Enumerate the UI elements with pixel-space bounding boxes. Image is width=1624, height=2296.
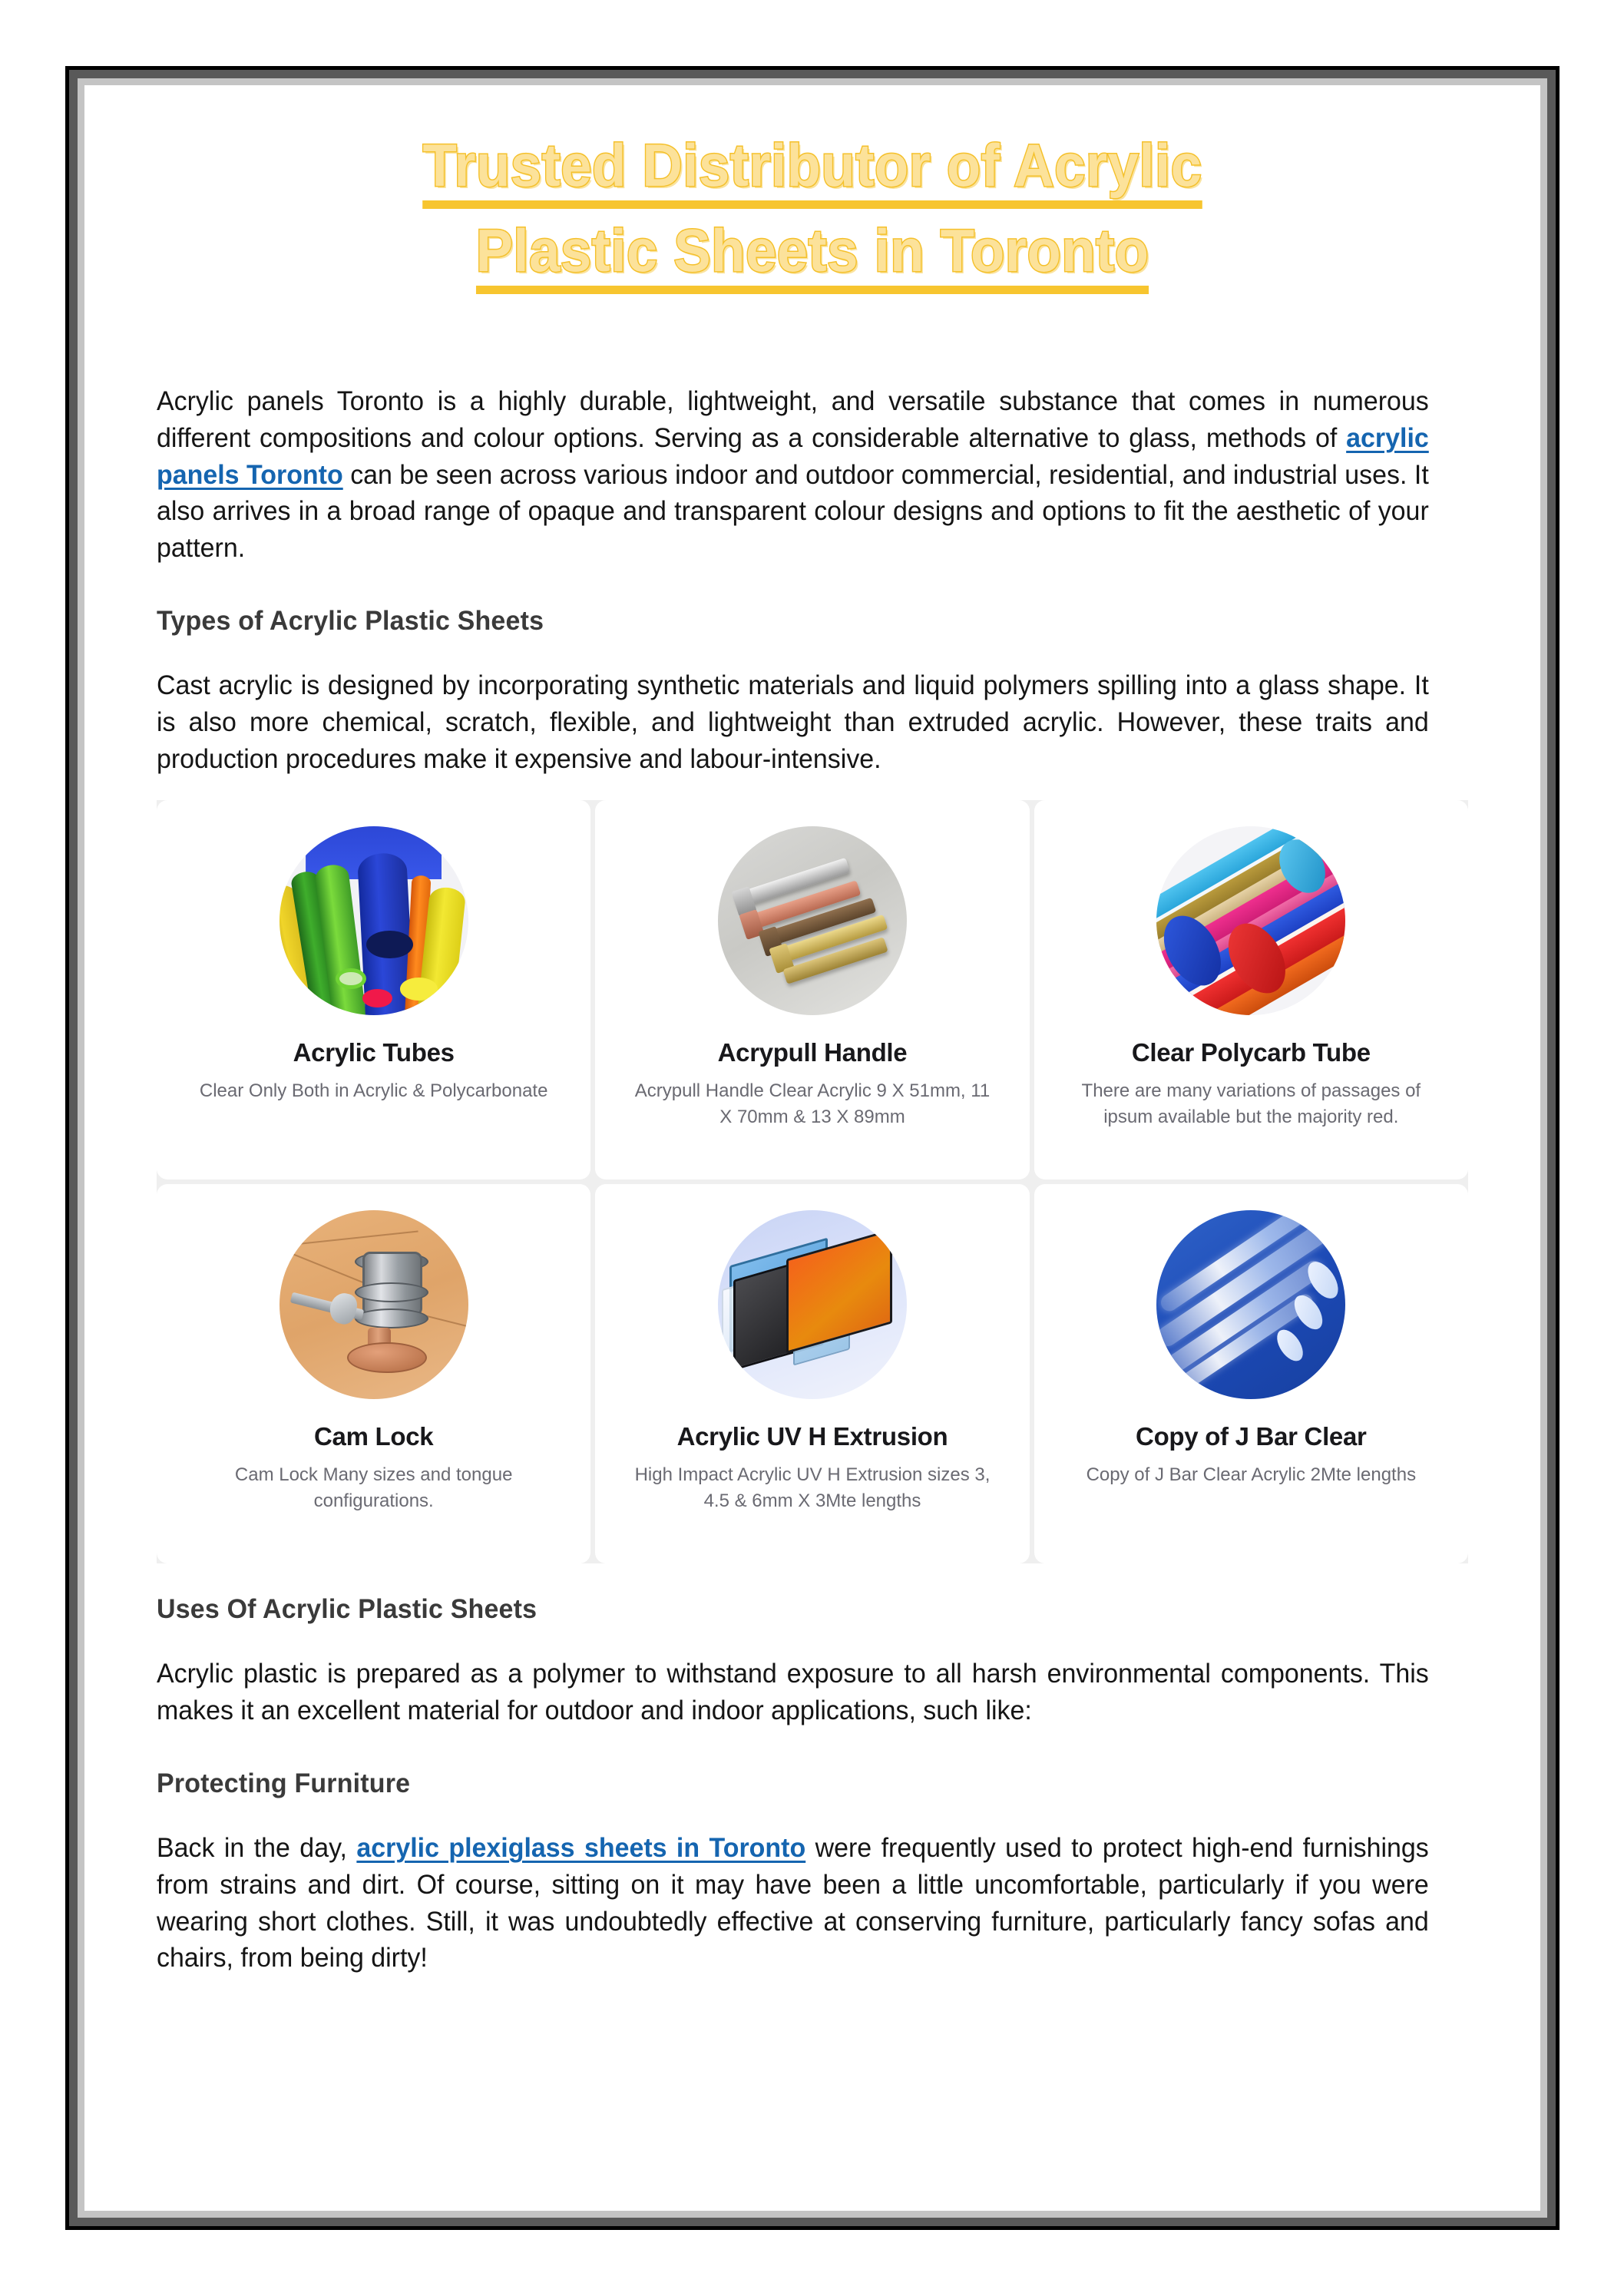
product-card[interactable] — [595, 1184, 1029, 1563]
product-card[interactable] — [157, 800, 590, 1179]
product-description: High Impact Acrylic UV H Extrusion sizes 3, 4.5 & 6mm X 3Mte lengths — [634, 1464, 991, 1512]
tube-cap-green — [336, 968, 365, 989]
uses-paragraph: Acrylic plastic is prepared as a polymer to withstand exposure to all harsh environmental components. This makes it an excellent material for outdoor and indoor applications, such like: — [157, 1659, 1429, 1725]
product-card[interactable] — [157, 1184, 590, 1563]
product-title: Copy of J Bar Clear — [1136, 1422, 1367, 1451]
protecting-text-after-link: were frequently used to protect high-end furnishings from strains and dirt. Of course, sitting on it may have been a little uncomfortable, particularly if you were wearing short clothes. Still, it was undoubtedly effective at conserving furniture, particularly fancy sofas and chairs, from being dirty! — [157, 1833, 1429, 1973]
product-card[interactable] — [1034, 1184, 1468, 1563]
product-description: Cam Lock Many sizes and tongue configurations. — [234, 1464, 513, 1512]
product-card[interactable] — [1034, 800, 1468, 1179]
heading-protecting-furniture: Protecting Furniture — [157, 1768, 411, 1799]
page-frame-inner-band — [78, 78, 1547, 2218]
product-description: Copy of J Bar Clear Acrylic 2Mte lengths — [1086, 1464, 1417, 1486]
intro-text-before-link: Acrylic panels Toronto is a highly durable, lightweight, and versatile substance that comes in numerous different compositions and colour options. Serving as a considerable alternative to glass, methods of — [157, 386, 1429, 454]
page-title — [180, 133, 1445, 294]
spacer — [157, 637, 1468, 667]
cam-ring-mid — [355, 1282, 428, 1302]
cam-peg-head — [347, 1342, 427, 1373]
product-title: Cam Lock — [314, 1422, 434, 1451]
acrylic-panels-toronto-link[interactable]: acrylic panels Toronto — [157, 423, 1429, 490]
acrylic-tubes-image — [279, 826, 468, 1015]
product-description: Acrypull Handle Clear Acrylic 9 X 51mm, 11 X 70mm & 13 X 89mm — [634, 1080, 991, 1128]
intro-text-after-link: can be seen across various indoor and outdoor commercial, residential, and industrial uses. It also arrives in a broad range of opaque and transparent colour designs and options to fit the aesthetic of your pattern. — [157, 459, 1429, 563]
product-card[interactable] — [595, 800, 1029, 1179]
types-paragraph: Cast acrylic is designed by incorporating synthetic materials and liquid polymers spilling into a glass shape. It is also more chemical, scratch, flexible, and lightweight than extruded acrylic. However, these traits and production procedures make it expensive and labour-intensive. — [157, 670, 1429, 774]
page-title-line-2: Plastic Sheets in Toronto — [476, 218, 1149, 294]
acrylic-plexiglass-sheets-toronto-link[interactable]: acrylic plexiglass sheets in Toronto — [356, 1833, 806, 1864]
article-body — [132, 383, 1493, 1976]
protecting-furniture-paragraph — [157, 1830, 1429, 1976]
j-bar-clear-image — [1156, 1210, 1345, 1399]
spacer — [157, 566, 1468, 606]
cam-screw-head — [327, 1291, 360, 1327]
spacer — [157, 1799, 1468, 1830]
spacer — [132, 294, 1493, 343]
intro-paragraph — [157, 383, 1429, 566]
cam-lock-image — [279, 1210, 468, 1399]
spacer — [157, 1563, 1468, 1594]
wood-seam-top — [295, 1230, 419, 1245]
acrylic-uv-h-extrusion-image — [718, 1210, 907, 1399]
product-title: Acrypull Handle — [717, 1038, 908, 1067]
product-description: Clear Only Both in Acrylic & Polycarbonate — [199, 1080, 548, 1102]
page-frame-middle-band — [69, 70, 1556, 2226]
heading-types-of-acrylic-plastic-sheets: Types of Acrylic Plastic Sheets — [157, 606, 544, 637]
clear-rod-end-3 — [1272, 1325, 1308, 1365]
tube-cap-yellow — [400, 978, 438, 1001]
cam-ring-bottom — [355, 1308, 428, 1328]
spacer — [132, 343, 1493, 383]
product-title: Clear Polycarb Tube — [1131, 1038, 1371, 1067]
protecting-text-before-link: Back in the day, — [157, 1833, 357, 1864]
clear-polycarb-tube-image — [1156, 826, 1345, 1015]
acrypull-handle-image — [718, 826, 907, 1015]
product-title: Acrylic Tubes — [293, 1038, 455, 1067]
page-title-line-1: Trusted Distributor of Acrylic — [423, 133, 1202, 209]
document-page-frame — [65, 66, 1560, 2230]
heading-uses-of-acrylic-plastic-sheets: Uses Of Acrylic Plastic Sheets — [157, 1594, 537, 1625]
spacer — [157, 1729, 1468, 1768]
wood-seam-left — [286, 1251, 367, 1285]
product-grid — [157, 800, 1468, 1563]
spacer — [157, 1625, 1468, 1656]
product-description: There are many variations of passages of ipsum available but the majority red. — [1081, 1080, 1421, 1128]
product-title: Acrylic UV H Extrusion — [676, 1422, 948, 1451]
page-content — [84, 85, 1540, 2211]
